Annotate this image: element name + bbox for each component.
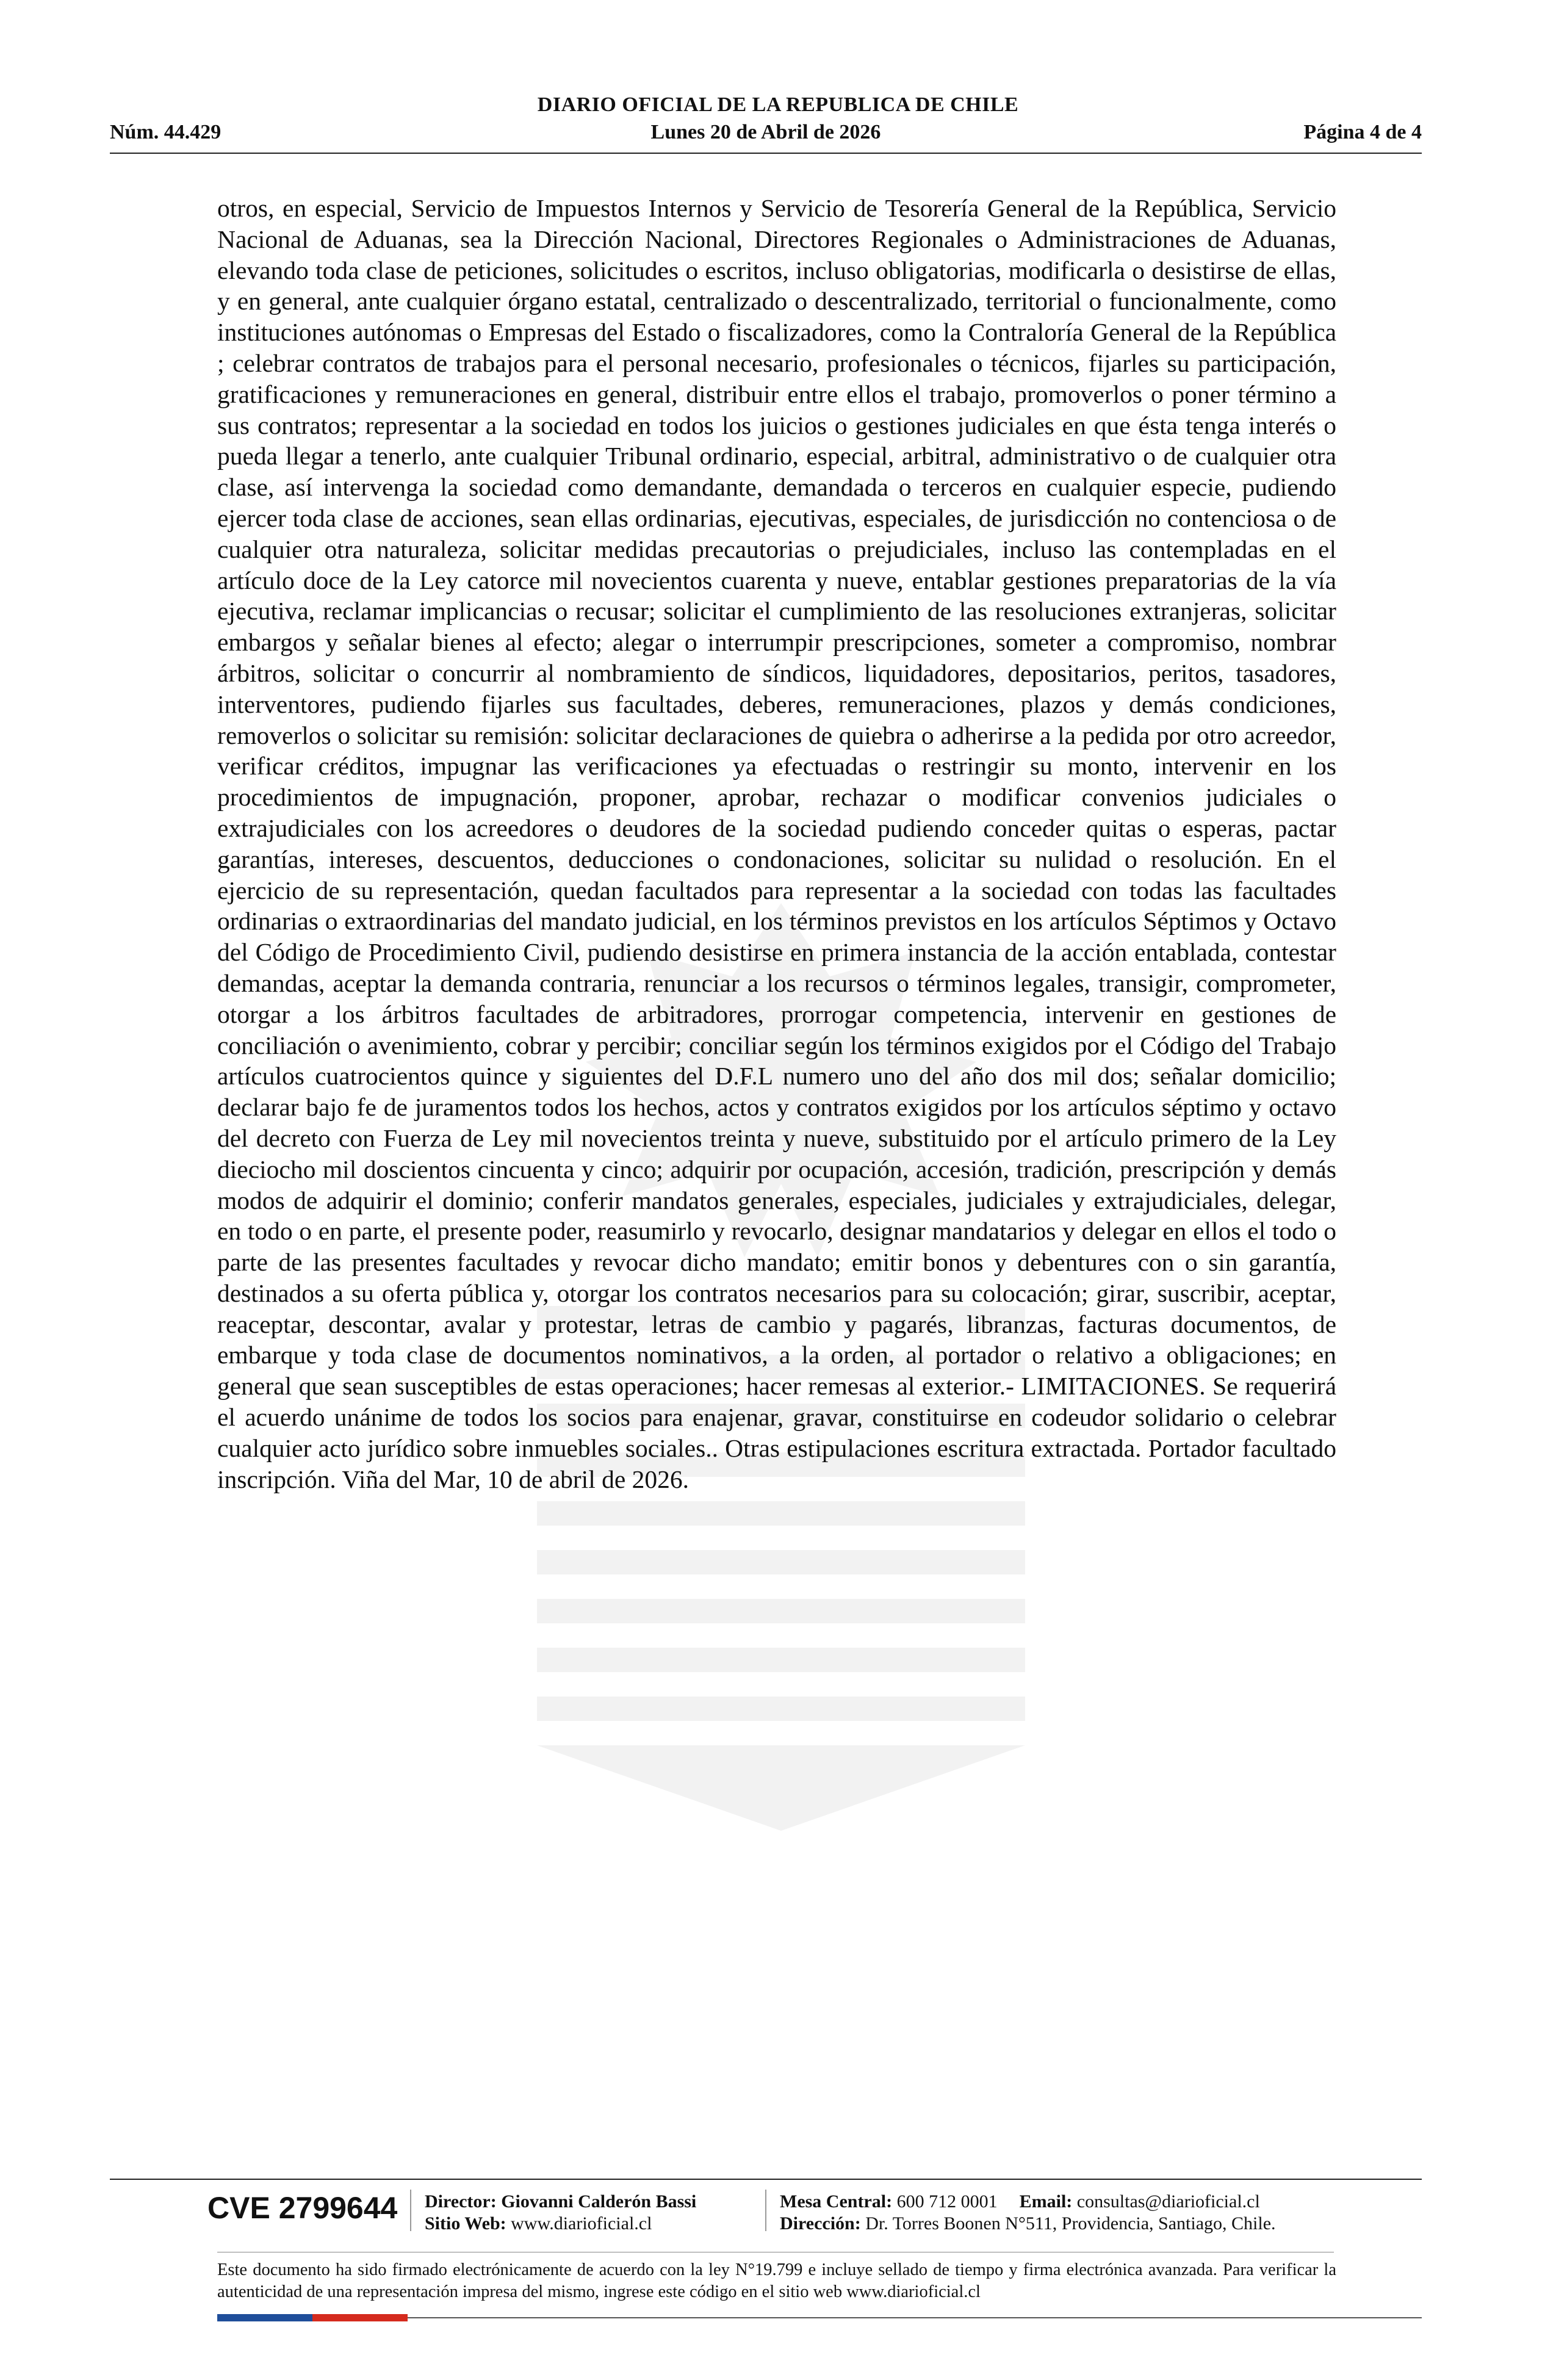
publication-title: DIARIO OFICIAL DE LA REPUBLICA DE CHILE — [537, 93, 1019, 116]
website-link[interactable]: www.diarioficial.cl — [511, 2213, 652, 2234]
flag-color-bar — [217, 2314, 408, 2321]
director-name: Director: Giovanni Calderón Bassi — [425, 2191, 697, 2212]
email-label: Email: — [1019, 2191, 1073, 2212]
flag-red-segment — [312, 2314, 408, 2321]
footer-separator — [765, 2190, 766, 2231]
header-row — [110, 121, 1422, 148]
email-link[interactable]: consultas@diarioficial.cl — [1076, 2191, 1260, 2212]
footer-divider — [110, 2179, 1422, 2180]
page-number: Página 4 de 4 — [1303, 121, 1422, 143]
header-divider — [110, 153, 1422, 154]
footer-separator — [410, 2190, 411, 2231]
director-block — [425, 2191, 696, 2235]
body-paragraph: otros, en especial, Servicio de Impuestos Internos y Servicio de Tesorería General de la República, Servicio Nacional de Aduanas, sea la Dirección Nacional, Directores Regionales o Administraciones de Aduanas, elevando toda clase de peticiones, solicitudes o escritos, incluso obligatorias, modificarla o desistirse de ellas, y en general, ante cualquier órgano estatal, centralizado o descentralizado, territorial o funcionalmente, como instituciones autónomas o Empresas del Estado o fiscalizadores, como la Contraloría General de la República ; celebrar contratos de trabajos para el personal necesario, profesionales o técnicos, fijarles su participación, gratificaciones y remuneraciones en general, distribuir entre ellos el trabajo, promoverlos o poner término a sus contratos; representar a la sociedad en todos los juicios o gestiones judiciales en que ésta tenga interés o pueda llegar a tenerlo, ante cualquier Tribunal ordinario, especial, arbitral, administrativo o de cualquier otra clase, así intervenga la sociedad como demandante, demandada o terceros en cualquier especie, pudiendo ejercer toda clase de acciones, sean ellas ordinarias, ejecutivas, especiales, de jurisdicción no contenciosa o de cualquier otra naturaleza, solicitar medidas precautorias o prejudiciales, incluso las contempladas en el artículo doce de la Ley catorce mil novecientos cuarenta y nueve, entablar gestiones preparatorias de la vía ejecutiva, reclamar implicancias o recusar; solicitar el cumplimiento de las resoluciones extranjeras, solicitar embargos y señalar bienes al efecto; alegar o interrumpir prescripciones, someter a compromiso, nombrar árbitros, solicitar o concurrir al nombramiento de síndicos, liquidadores, depositarios, peritos, tasadores, interventores, pudiendo fijarles sus facultades, deberes, remuneraciones, plazos y demás condiciones, removerlos o solicitar su remisión: solicitar declaraciones de quiebra o adherirse a la pedida por otro acreedor, verificar créditos, impugnar las verificaciones ya efectuadas o restringir su monto, intervenir en los procedimientos de impugnación, proponer, aprobar, rechazar o modificar convenios judiciales o extrajudiciales con los acreedores o deudores de la sociedad pudiendo conceder quitas o esperas, pactar garantías, intereses, descuentos, deducciones o condonaciones, solicitar su nulidad o resolución. En el ejercicio de su representación, quedan facultados para representar a la sociedad con todas las facultades ordinarias o extraordinarias del mandato judicial, en los términos previstos en los artículos Séptimos y Octavo del Código de Procedimiento Civil, pudiendo desistirse en primera instancia de la acción entablada, contestar demandas, aceptar la demanda contraria, renunciar a los recursos o términos legales, transigir, comprometer, otorgar a los árbitros facultades de arbitradores, prorrogar competencia, intervenir en gestiones de conciliación o avenimiento, cobrar y percibir; conciliar según los términos exigidos por el Código del Trabajo artículos cuatrocientos quince y siguientes del D.F.L numero uno del año dos mil dos; señalar domicilio; declarar bajo fe de juramentos todos los hechos, actos y contratos exigidos por los artículos séptimo y octavo del decreto con Fuerza de Ley mil novecientos treinta y nueve, substituido por el artículo primero de la Ley dieciocho mil doscientos cincuenta y cinco; adquirir por ocupación, accesión, tradición, prescripción y demás modos de adquirir el dominio; conferir mandatos generales, especiales, judiciales y extrajudiciales, delegar, en todo o en parte, el presente poder, reasumirlo y revocarlo, designar mandatarios y delegar en ellos el todo o parte de las presentes facultades y revocar dicho mandato; emitir bonos y debentures con o sin garantía, destinados a su oferta pública y, otorgar los contratos necesarios para su colocación; girar, suscribir, aceptar, reaceptar, descontar, avalar y protestar, letras de cambio y pagarés, libranzas, facturas documentos, de embarque y toda clase de documentos nominativos, a la orden, al portador o relativo a obligaciones; en general que sean susceptibles de estas operaciones; hacer remesas al exterior.- LIMITACIONES. Se requerirá el acuerdo unánime de todos los socios para enajenar, gravar, constituirse en codeudor solidario o celebrar cualquier acto jurídico sobre inmuebles sociales.. Otras estipulaciones escritura extractada. Portador facultado inscripción. Viña del Mar, 10 de abril de 2026. — [217, 194, 1336, 1493]
mesa-phone: 600 712 0001 — [896, 2191, 998, 2212]
footer-bottom-rule — [408, 2317, 1422, 2318]
issue-date: Lunes 20 de Abril de 2026 — [650, 121, 881, 143]
cve-code: CVE 2799644 — [207, 2191, 398, 2225]
flag-blue-segment — [217, 2314, 312, 2321]
issue-number: Núm. 44.429 — [110, 121, 222, 143]
address-label: Dirección: — [780, 2213, 861, 2234]
mesa-label: Mesa Central: — [780, 2191, 893, 2212]
contact-block — [780, 2191, 1276, 2235]
address-value: Dr. Torres Boonen N°511, Providencia, Santiago, Chile. — [865, 2213, 1276, 2234]
signature-notice: Este documento ha sido firmado electrónicamente de acuerdo con la ley N°19.799 e incluye sellado de tiempo y firma electrónica avanzada. Para verificar la autenticidad de una representación impresa del mismo, ingrese este código en el sitio web www.diarioficial.cl — [217, 2260, 1336, 2301]
website-label: Sitio Web: — [425, 2213, 506, 2234]
